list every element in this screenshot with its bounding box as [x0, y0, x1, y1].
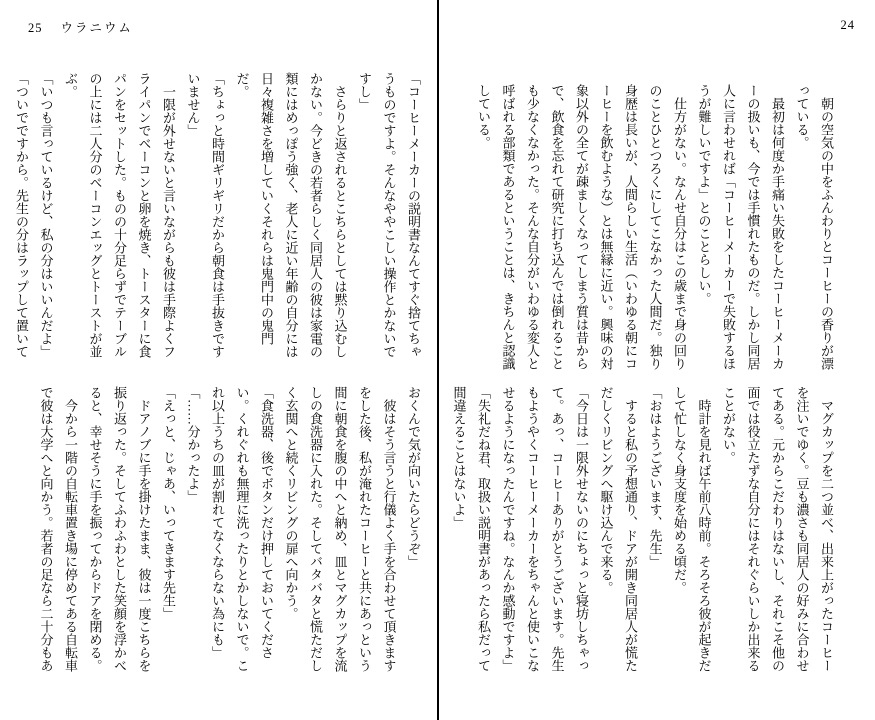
paragraph: 一限が外せないと言いながらも彼は手際よくフライパンでベーコンと卵を焼き、トースターに食パンをセットした。ものの十分足らずでテーブルの上には二人分のベーコンエッグとトーストが並ぶ。 [63, 72, 176, 358]
paragraph: 「コーヒーメーカーの説明書なんてすぐ捨てちゃうものですよ。そんなややこしい操作とかないですし」 [357, 72, 421, 358]
text-tier-top-left [14, 72, 425, 360]
page-number-left: 25 [28, 21, 43, 35]
chapter-title: ウラニウム [60, 21, 133, 35]
paragraph: 今から一階の自転車置き場に停めてある自転車で彼は大学へと向かう。若者の足なら二十分もあ [38, 386, 78, 672]
paragraph: 「……分かったよ」 [185, 386, 201, 503]
page-25[interactable] [0, 0, 437, 720]
paragraph: ドアノブに手を掛けたまま、彼は一度こちらを振り返った。そしてふわふわとした笑顔を浮かべると、幸せそうに手を振ってからドアを閉める。 [87, 386, 152, 672]
paragraph: 「おはようございます、先生」 [647, 386, 663, 568]
page-24[interactable] [438, 0, 875, 720]
paragraph: マグカップを二つ並べ、出来上がったコーヒーを注いでゆく。豆も濃さも同居人の好みに合わせてある。元からこだわりはないし、それこそ他の面では役立たずな自分にはそれぐらいしか出来ることがない。 [721, 386, 834, 672]
paragraph: 時計を見れば午前八時前。そろそろ彼が起きだして忙しなく身支度を始める頃だ。 [672, 386, 712, 672]
paragraph: 「失礼だね君、取扱い説明書があったら私だって間違えることはないよ」 [451, 386, 491, 672]
paragraph: 「えっと、じゃあ、いってきます先生」 [161, 386, 176, 620]
paragraph: さらりと返されるとこちらとしては黙り込むしかない。今どきの若者らしく同居人の彼は家電の類にはめっぽう強く、老人に近い年齢の自分には日々複雑さを増していくそれらは鬼門中の鬼門だ。 [234, 72, 348, 358]
paragraph: 「ついでですから。先生の分はラップして置いて [14, 72, 29, 358]
paragraph: 仕方がない。なんせ自分はこの歳まで身の回りのことひとつろくにしてこなかった人間だ。独り身歴は長いが、人間らしい生活（いわゆる朝にコーヒーを飲むような）とは無縁に近い。興味の対象以外の全てが疎ましくなってしまう質は昔からで、飲食を忘れて研究に打ち込んでは倒れることも少なくなかった。そんな自分がいわゆる変人と呼ばれる部類であるということは、きちんと認識している。 [476, 84, 687, 370]
page-number-right: 24 [840, 18, 855, 32]
text-tier-bottom-left [30, 386, 425, 682]
paragraph: すると私の予想通り、ドアが開き同居人が慌ただしくリビングへ駆け込んで来る。 [598, 386, 638, 672]
page-header-left [28, 18, 133, 36]
paragraph: 「今日は一限外せないのにちょっと寝坊しちゃって。あっ、コーヒーありがとうございます。先生もようやくコーヒーメーカーをちゃんと使いこなせるようになったんですね。なんか感動ですよ」 [500, 386, 589, 672]
text-tier-top-right [444, 84, 838, 372]
page-header-right [841, 18, 856, 33]
paragraph: 「いつも言っているけど、私の分はいいんだよ」 [38, 72, 54, 358]
paragraph: 最初は何度か手痛い失敗をしたコーヒーメーカーの扱いも、今では手慣れたものだ。しかし同居人に言わせれば「コーヒーメーカーで失敗するほうが難しいですよ」とのことらしい。 [696, 84, 785, 370]
paragraph: 彼はそう言うと行儀よく手を合わせて頂きますをした後、私が淹れたコーヒーと共にあっという間に朝食を腹の中へと納め、皿とマグカップを流しの食洗器に入れた。そしてバタバタと慌ただしく玄関へと続くリビングの扉へ向かう。 [283, 386, 397, 672]
paragraph: 朝の空気の中をふんわりとコーヒーの香りが漂っている。 [794, 84, 834, 370]
paragraph: 「食洗器、後でボタンだけ押しておいてください。くれぐれも無理に洗ったりとかしないで。これ以上うちの皿が割れてなくならない為にも」 [210, 386, 274, 672]
paragraph: おくんで気が向いたらどうぞ」 [406, 386, 421, 568]
text-tier-bottom-right [444, 386, 838, 682]
paragraph: 「ちょっと時間ギリギリだから朝食は手抜きですいません」 [185, 72, 225, 358]
